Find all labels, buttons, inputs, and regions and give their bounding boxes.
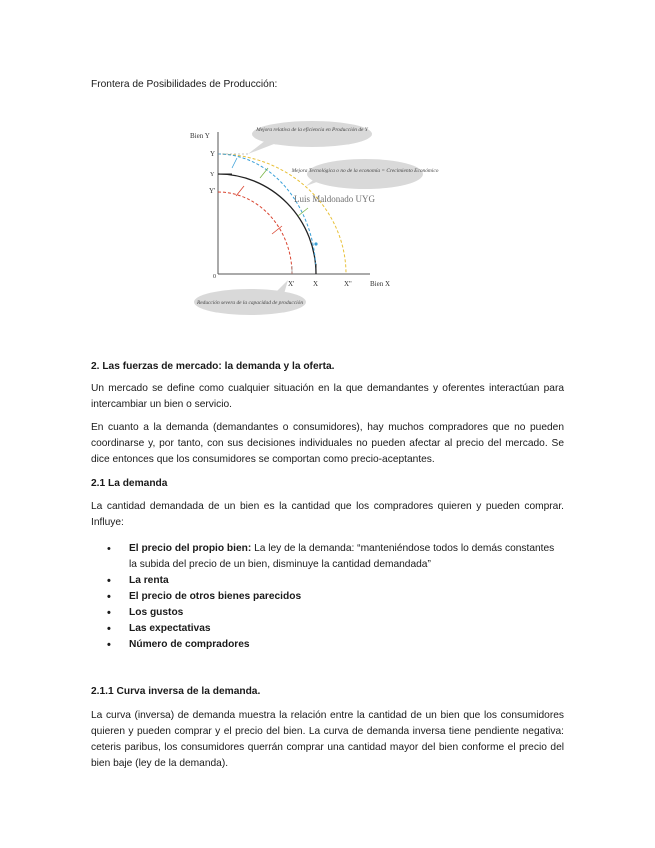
watermark: Luis Maldonado UYG [294, 194, 375, 204]
section-2-paragraph-2: En cuanto a la demanda (demandantes o consumidores), hay muchos compradores que no pueden coordinarse y, por tanto, con sus decisiones individuales no pueden afectar al precio del mercado. Se dice entonces que los consumidores se comportan como precio-aceptantes. [91, 422, 564, 465]
section-2-1-1-paragraph: La curva (inversa) de demanda muestra la relación entre la cantidad de un bien que los consumidores quieren y pueden comprar y el precio del bien. La curva de demanda inversa tiene pendiente negativa: ceteris paribus, los consumidores querrán comprar una cantidad mayor del bien conforme el precio del bien baje (ley de la demanda). [91, 710, 564, 769]
origin-label: 0 [213, 274, 216, 280]
list-item [91, 541, 564, 573]
callout-pointer [248, 140, 274, 154]
list-item-text: Los gustos [129, 607, 184, 618]
list-item-text: Las expectativas [129, 623, 211, 634]
list-item [91, 637, 564, 653]
y-axis-label: Bien Y [190, 132, 210, 140]
section-2-1-1-heading: 2.1.1 Curva inversa de la demanda. [91, 686, 261, 697]
x-tick: X'' [344, 280, 352, 288]
list-item [91, 573, 564, 589]
y-tick: Y [210, 150, 216, 158]
ppf-inner-curve [218, 192, 292, 274]
section-2-heading: 2. Las fuerzas de mercado: la demanda y la oferta. [91, 361, 335, 372]
bullet-icon: • [107, 591, 111, 603]
list-item-text: Número de compradores [129, 639, 250, 650]
bullet-icon: • [107, 639, 111, 651]
y-tick: Y' [209, 187, 216, 195]
list-item-text: La renta [129, 575, 169, 586]
ppf-figure [180, 116, 439, 318]
callout-text: Mejora Tecnológica o no de la economía = Crecimiento Económico [291, 168, 439, 174]
list-item-text: La ley de la demanda: “manteniéndose todos lo demás constantes la subida del precio de un bien, disminuye la cantidad demandada” [129, 543, 555, 570]
section-2-paragraph-1: Un mercado se define como cualquier situación en la que demandantes y oferentes interactúan para intercambiar un bien o servicio. [91, 383, 564, 410]
list-item-text: El precio de otros bienes parecidos [129, 591, 302, 602]
list-item-bold: El precio del propio bien: [129, 543, 252, 554]
page-title: Frontera de Posibilidades de Producción: [91, 79, 278, 90]
x-tick: X [313, 280, 319, 288]
bullet-icon: • [107, 575, 111, 587]
bullet-icon: • [107, 543, 111, 555]
point-marker [314, 242, 317, 245]
arrow-icon [232, 158, 237, 168]
callout-growth [307, 159, 423, 189]
y-tick: Y [210, 172, 215, 178]
callout-text: Mejora relativa de la eficiencia en Producción de Y [256, 127, 368, 133]
bullet-icon: • [107, 623, 111, 635]
callout-text: Reducción severa de la capacidad de producción [196, 300, 304, 306]
influence-list [91, 541, 564, 653]
x-axis-label: Bien X [370, 280, 391, 288]
bullet-icon: • [107, 607, 111, 619]
callout-pointer [276, 280, 288, 294]
list-item [91, 621, 564, 637]
x-tick: X' [288, 280, 295, 288]
list-item [91, 605, 564, 621]
arrow-icon [236, 186, 244, 196]
arrow-icon [260, 168, 268, 178]
section-2-1-paragraph: La cantidad demandada de un bien es la cantidad que los compradores quieren y pueden comprar. Influye: [91, 501, 564, 528]
list-item [91, 589, 564, 605]
ppf-main-curve [218, 174, 316, 274]
section-2-1-heading: 2.1 La demanda [91, 478, 168, 489]
